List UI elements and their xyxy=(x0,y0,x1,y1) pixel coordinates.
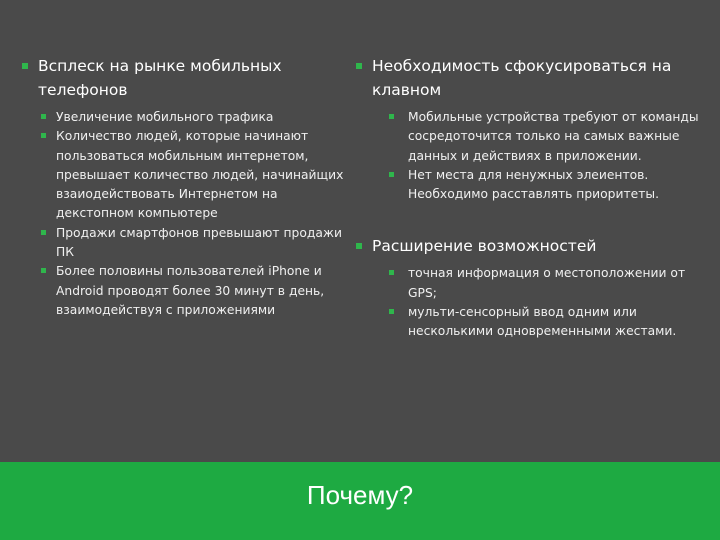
list-item xyxy=(22,262,347,320)
list-item-text: Нет места для ненужных элеиентов. Необходимо расставлять приоритеты. xyxy=(408,167,659,202)
square-bullet-icon xyxy=(389,114,394,119)
footer-title: Почему? xyxy=(306,480,414,510)
square-bullet-icon xyxy=(41,114,46,119)
square-bullet-icon xyxy=(356,63,362,69)
left-sub-list xyxy=(22,108,347,320)
list-item-text: Количество людей, которые начинают пользоваться мобильным интернетом, превышает количество людей, начинайщих взаиодействовать Интернетом на декстопном компьютере xyxy=(56,129,344,221)
square-bullet-icon xyxy=(389,309,394,314)
list-item-text: точная информация о местоположении от GPS; xyxy=(408,266,686,300)
square-bullet-icon xyxy=(389,172,394,177)
expansion-heading xyxy=(356,234,704,258)
square-bullet-icon xyxy=(41,230,46,235)
square-bullet-icon xyxy=(22,63,28,69)
square-bullet-icon xyxy=(356,243,362,249)
focus-heading-text: Необходимость сфокусироваться на клавном xyxy=(372,57,672,99)
list-item-text: мульти-сенсорный ввод одним или несколькими одновременными жестами. xyxy=(408,305,677,339)
square-bullet-icon xyxy=(41,268,46,273)
list-item-text: Увеличение мобильного трафика xyxy=(56,110,274,124)
right-column xyxy=(356,54,704,342)
list-item-text: Продажи смартфонов превышают продажи ПК xyxy=(56,225,342,260)
focus-heading xyxy=(356,54,704,102)
list-item xyxy=(356,108,704,166)
square-bullet-icon xyxy=(41,133,46,138)
list-item xyxy=(22,127,347,223)
list-item xyxy=(356,303,704,342)
list-item xyxy=(356,264,704,303)
left-column xyxy=(22,54,347,320)
expansion-heading-text: Расширение возможностей xyxy=(372,237,597,256)
left-heading xyxy=(22,54,347,102)
list-item xyxy=(22,224,347,263)
expansion-sub-list xyxy=(356,264,704,341)
list-item xyxy=(22,108,347,127)
list-item-text: Более половины пользователей iPhone и Android проводят более 30 минут в день, взаимодействуя с приложениями xyxy=(56,264,325,317)
footer-banner xyxy=(0,462,720,540)
list-item-text: Мобильные устройства требуют от команды сосредоточится только на самых важные данных и действиях в приложении. xyxy=(408,110,699,163)
focus-sub-list xyxy=(356,108,704,204)
left-heading-text: Всплеск на рынке мобильных телефонов xyxy=(38,57,282,99)
square-bullet-icon xyxy=(389,270,394,275)
list-item xyxy=(356,166,704,205)
